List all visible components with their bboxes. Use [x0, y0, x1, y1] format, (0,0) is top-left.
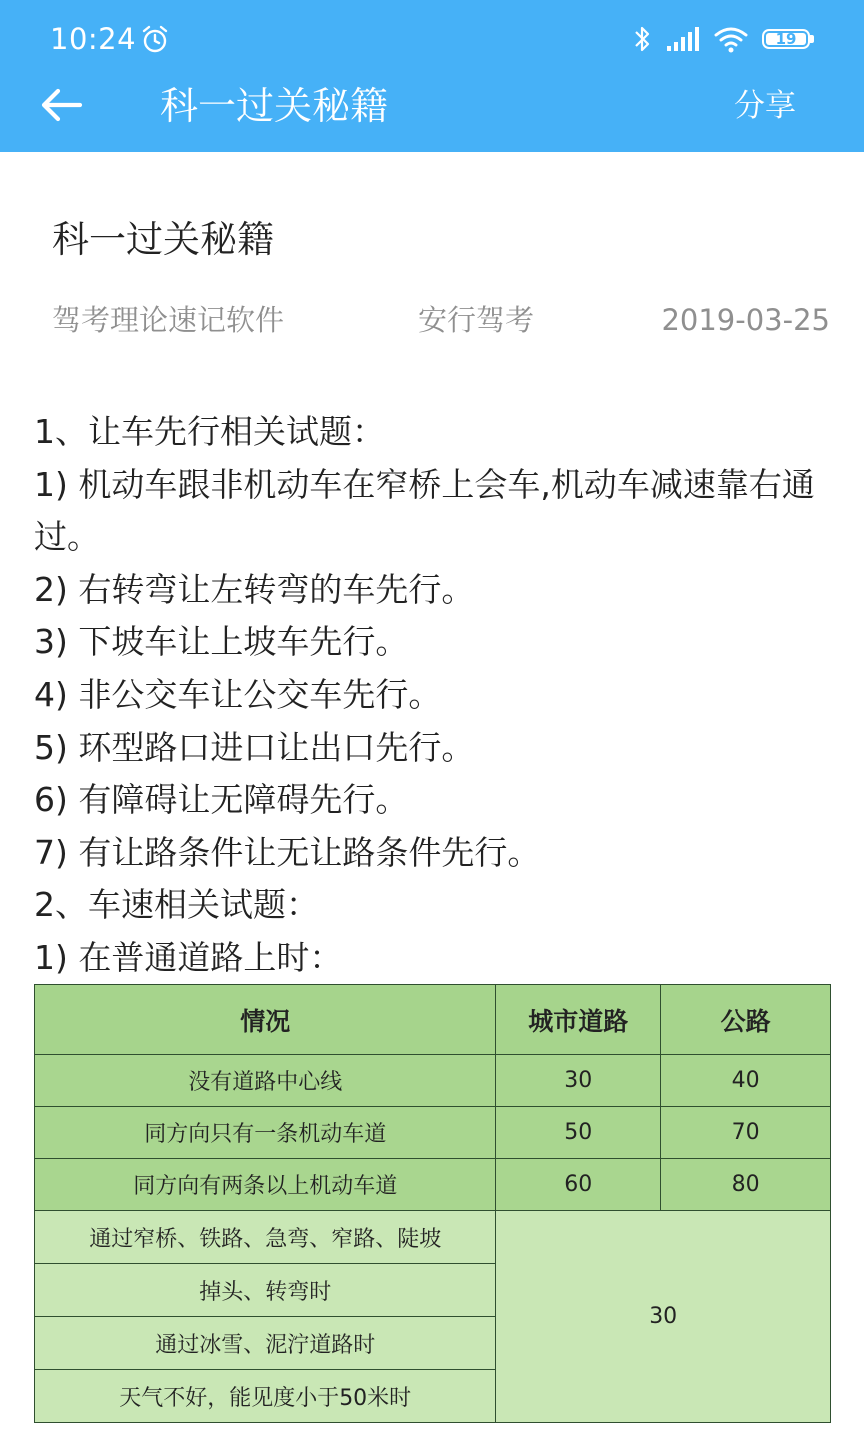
table-cell-situation: 同方向有两条以上机动车道	[35, 1159, 496, 1211]
article-body	[34, 406, 834, 985]
section-heading: 2、车速相关试题：	[34, 885, 319, 925]
bluetooth-icon	[632, 24, 652, 54]
paragraph: 2) 右转弯让左转弯的车先行。	[34, 569, 475, 609]
table-cell-city: 50	[496, 1107, 661, 1159]
app-bar	[0, 0, 864, 152]
table-row	[35, 1055, 831, 1107]
battery-level: 19	[775, 30, 797, 48]
table-cell-situation: 天气不好，能见度小于50米时	[35, 1370, 496, 1423]
table-header: 情况	[35, 985, 496, 1055]
table-header-row	[35, 985, 831, 1055]
table-row	[35, 1159, 831, 1211]
section-heading: 1、让车先行相关试题：	[34, 412, 385, 451]
paragraph: 6) 有障碍让无障碍先行。	[34, 780, 409, 820]
paragraph: 5) 环型路口进口让出口先行。	[34, 727, 475, 767]
table-cell-situation: 掉头、转弯时	[35, 1264, 496, 1317]
article-title: 科一过关秘籍	[52, 218, 274, 261]
alarm-icon	[140, 24, 170, 54]
paragraph: 4) 非公交车让公交车先行。	[34, 674, 442, 714]
toolbar	[0, 70, 864, 152]
back-arrow-icon[interactable]	[38, 82, 84, 128]
paragraph: 7) 有让路条件让无让路条件先行。	[34, 832, 541, 872]
speed-limit-table	[34, 984, 831, 1423]
status-time: 10:24	[50, 22, 137, 56]
paragraph: 1) 机动车跟非机动车在窄桥上会车,机动车减速靠右通过。	[34, 464, 815, 557]
table-cell-highway: 70	[661, 1107, 831, 1159]
table-cell-highway: 40	[661, 1055, 831, 1107]
paragraph: 3) 下坡车让上坡车先行。	[34, 622, 409, 662]
article-author: 安行驾考	[418, 303, 535, 337]
signal-icon	[666, 26, 700, 52]
toolbar-title: 科一过关秘籍	[160, 84, 389, 128]
wifi-icon	[714, 25, 748, 53]
article-date: 2019-03-25	[661, 303, 830, 337]
table-header: 公路	[661, 985, 831, 1055]
paragraph: 1) 在普通道路上时：	[34, 937, 343, 977]
table-row	[35, 1107, 831, 1159]
table-cell-highway: 80	[661, 1159, 831, 1211]
table-cell-situation: 同方向只有一条机动车道	[35, 1107, 496, 1159]
table-cell-city: 60	[496, 1159, 661, 1211]
table-cell-situation: 通过窄桥、铁路、急弯、窄路、陡坡	[35, 1211, 496, 1264]
table-cell-situation: 通过冰雪、泥泞道路时	[35, 1317, 496, 1370]
table-cell-merged-limit: 30	[496, 1211, 831, 1423]
share-button[interactable]: 分享	[734, 88, 796, 124]
table-row	[35, 1211, 831, 1264]
table-header: 城市道路	[496, 985, 661, 1055]
table-cell-city: 30	[496, 1055, 661, 1107]
battery-icon	[762, 27, 814, 51]
table-cell-situation: 没有道路中心线	[35, 1055, 496, 1107]
status-icons	[632, 24, 814, 54]
status-bar	[0, 0, 864, 80]
article-source: 驾考理论速记软件	[52, 303, 285, 337]
